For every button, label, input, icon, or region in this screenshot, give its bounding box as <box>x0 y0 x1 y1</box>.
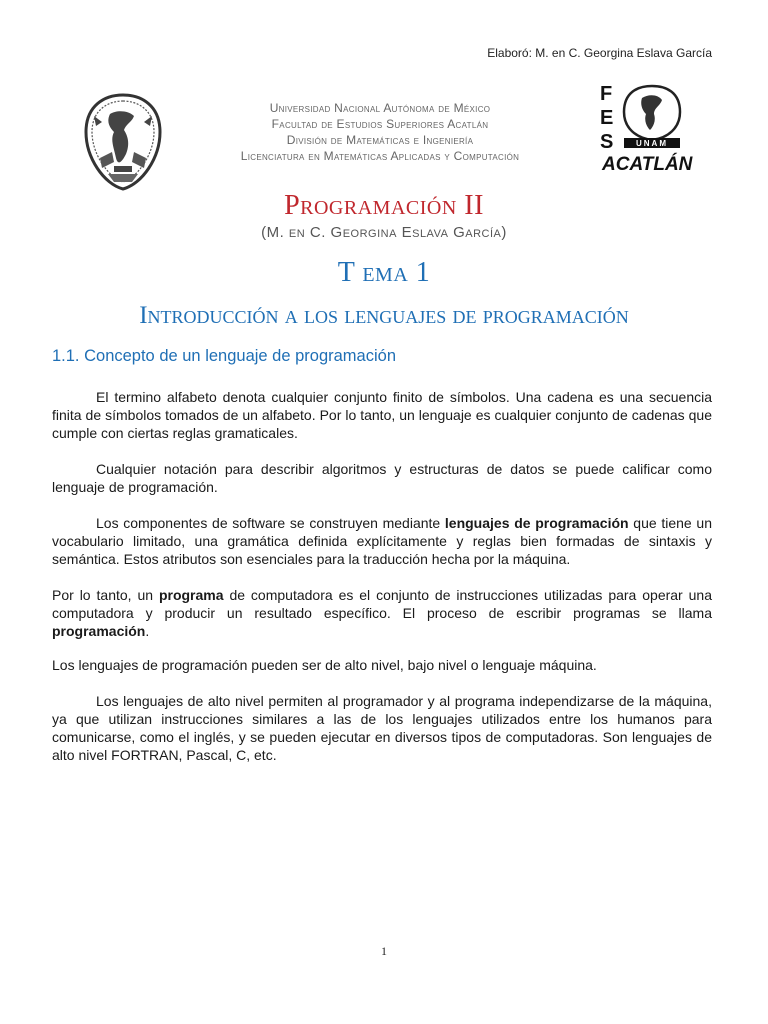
fes-letter-s: S <box>600 131 614 153</box>
paragraph-5-text: Los lenguajes de programación pueden ser de alto nivel, bajo nivel o lenguaje máquina. <box>52 657 597 673</box>
paragraph-5 <box>52 656 712 674</box>
course-subtitle: (M. en C. Georgina Eslava García) <box>261 224 507 241</box>
paragraph-4 <box>52 586 712 640</box>
fes-letter-e: E <box>600 107 614 129</box>
paragraph-2-text: Cualquier notación para describir algoritmos y estructuras de datos se puede calificar como lenguaje de programación. <box>52 461 712 495</box>
author-line: Elaboró: M. en C. Georgina Eslava García <box>487 46 712 60</box>
course-title: Programación II <box>284 190 484 221</box>
fes-letter-f: F <box>600 83 613 105</box>
division-name: División de Matemáticas e Ingeniería <box>286 133 474 147</box>
faculty-name: Facultad de Estudios Superiores Acatlán <box>271 117 489 131</box>
paragraph-6 <box>52 692 712 764</box>
paragraph-4-bold-programa: programa <box>158 587 224 603</box>
paragraph-1 <box>52 388 712 442</box>
paragraph-4-after: . <box>145 623 150 639</box>
paragraph-3-before: Los componentes de software se construyen mediante <box>96 515 445 531</box>
paragraph-4-before: Por lo tanto, un <box>52 587 159 603</box>
unam-seal-logo <box>80 92 166 192</box>
paragraph-2 <box>52 460 712 496</box>
fes-acatlan-name: ACATLÁN <box>602 154 693 175</box>
paragraph-3-bold: lenguajes de programación <box>444 515 629 531</box>
degree-name: Licenciatura en Matemáticas Aplicadas y Computación <box>240 149 520 163</box>
paragraph-6-text: Los lenguajes de alto nivel permiten al programador y al programa independizarse de la máquina, ya que utilizan instrucciones similares a las de los lenguajes utilizados entre los humanos para comunicarse, como el inglés, y se pueden ejecutar en diversos tipos de computadoras. Son lenguajes de alto nivel FORTRAN, Pascal, C, etc. <box>52 693 712 763</box>
paragraph-3-text <box>52 514 712 568</box>
university-name: Universidad Nacional Autónoma de México <box>269 101 491 115</box>
paragraph-4-text <box>52 586 712 640</box>
paragraph-4-bold-programacion: programación <box>52 623 146 639</box>
fes-acatlan-logo <box>598 80 720 176</box>
topic-title: Introducción a los lenguajes de programación <box>139 302 629 329</box>
topic-label: T ema 1 <box>337 257 431 288</box>
paragraph-4-middle: de computadora es el conjunto de instrucciones utilizadas para operar una computadora y producir un resultado específico. El proceso de escribir programas se llama <box>52 587 712 621</box>
page-number: 1 <box>381 944 387 958</box>
paragraph-3 <box>52 514 712 568</box>
section-heading: 1.1. Concepto de un lenguaje de programación <box>52 347 396 365</box>
fes-unam-band: UNAM <box>636 139 668 148</box>
paragraph-3-after: que tiene un vocabulario limitado, una gramática definida explícitamente y reglas bien formadas de sintaxis y semántica. Estos atributos son esenciales para la traducción hecha por la máquina. <box>52 515 712 567</box>
institution-block <box>180 100 580 164</box>
paragraph-1-text: El termino alfabeto denota cualquier conjunto finito de símbolos. Una cadena es una secuencia finita de símbolos tomados de un alfabeto. Por lo tanto, un lenguaje es cualquier conjunto de cadenas que cumple con ciertas reglas gramaticales. <box>52 389 712 441</box>
